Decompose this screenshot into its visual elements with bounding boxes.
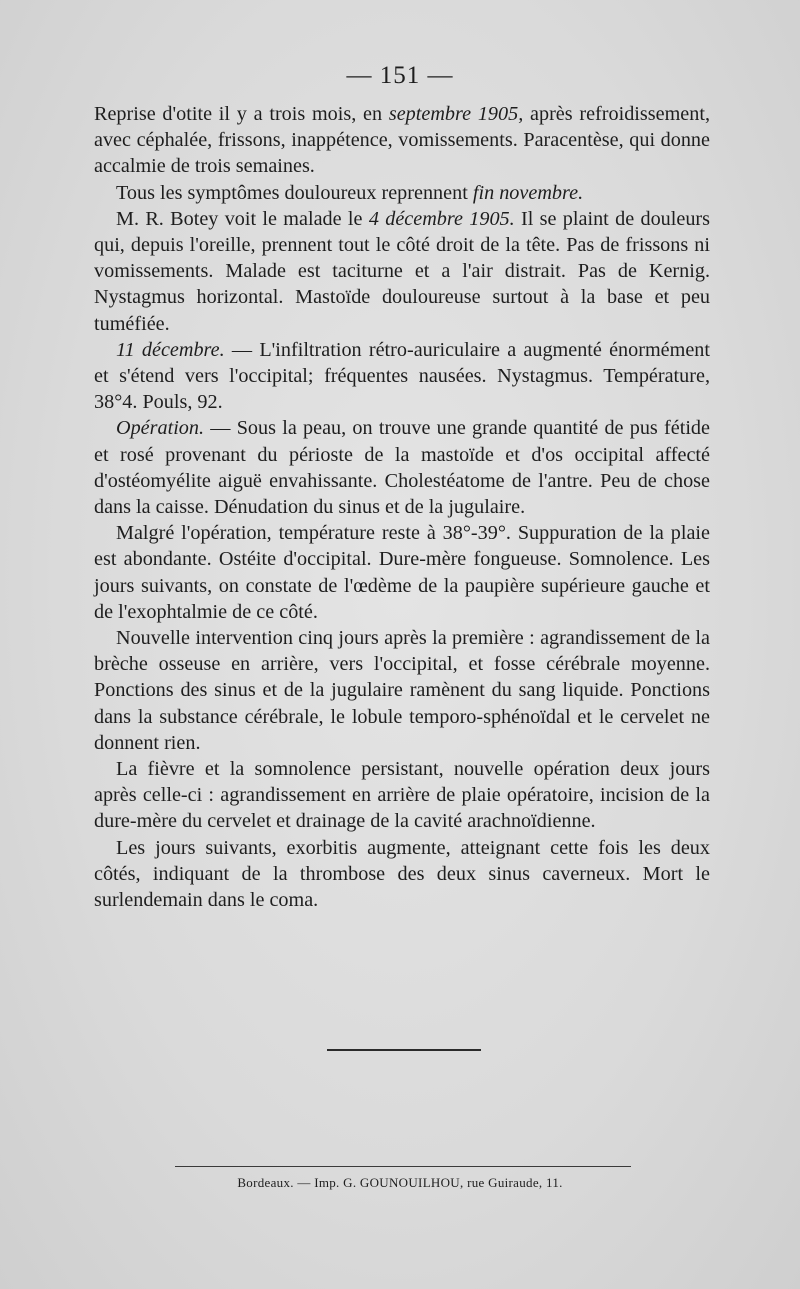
paragraph-4-text: — L'infiltration rétro-auriculaire a augmenté énormément et s'étend vers l'occipital; fréquentes nausées. Nystagmus. Température, 38°4. Pouls, 92. — [94, 338, 710, 414]
paragraph-5 — [94, 415, 710, 520]
paragraph-2-date: fin novembre. — [472, 181, 584, 204]
paragraph-9: Les jours suivants, exorbitis augmente, atteignant cette fois les deux côtés, indiquant de la thrombose des deux sinus caverneux. Mort le surlendemain dans le coma. — [94, 836, 710, 912]
paragraph-2-text: Tous les symptômes douloureux reprennent — [116, 181, 473, 204]
paragraph-8: La fièvre et la somnolence persistant, nouvelle opération deux jours après celle-ci : agrandissement en arrière de plaie opératoire, incision de la dure-mère du cervelet et drainage de la cavité arachnoïdienne. — [94, 758, 710, 833]
page-number: — 151 — — [346, 62, 454, 89]
footer-rule — [175, 1166, 631, 1167]
body-text — [94, 101, 710, 913]
section-end-rule — [327, 1049, 481, 1051]
paragraph-6: Malgré l'opération, température reste à 38°-39°. Suppuration de la plaie est abondante. Ostéite d'occipital. Dure-mère fongueuse. Somnolence. Les jours suivants, on constate de l'œdème de la paupière supérieure gauche et de l'exophtalmie de ce côté. — [94, 522, 710, 623]
paragraph-1-date: septembre 1905, — [388, 103, 524, 125]
paragraph-5-text: — Sous la peau, on trouve une grande quantité de pus fétide et rosé provenant du périoste de la mastoïde et d'os occipital affecté d'ostéomyélite aiguë envahissante. Cholestéatome de l'antre. Peu de chose dans la caisse. Dénudation du sinus et de la jugulaire. — [94, 417, 710, 519]
paragraph-1-text: Reprise d'otite il y a trois mois, en — [94, 103, 389, 125]
paragraph-7: Nouvelle intervention cinq jours après la première : agrandissement de la brèche osseuse en arrière, vers l'occipital, et fosse cérébrale moyenne. Ponctions des sinus et de la jugulaire ramènent du sang liquide. Ponctions dans la substance cérébrale, le lobule temporo-sphénoïdal et le cervelet ne donnent rien. — [94, 627, 710, 754]
paragraph-1 — [94, 101, 710, 180]
paragraph-5-heading: Opération. — [116, 417, 205, 440]
paragraph-3-text: M. R. Botey voit le malade le — [116, 207, 369, 230]
paragraph-4 — [94, 337, 710, 416]
printer-imprint: Bordeaux. — Imp. G. GOUNOUILHOU, rue Guiraude, 11. — [237, 1175, 563, 1190]
paragraph-3-date: 4 décembre 1905. — [368, 207, 515, 230]
paragraph-1-text-b: après refroidissement, avec céphalée, frissons, inappétence, vomissements. Paracentèse, qui donne accalmie de trois semaines. — [94, 103, 710, 178]
paragraph-4-date: 11 décembre. — [116, 338, 225, 361]
paragraph-3 — [94, 206, 710, 337]
paragraph-2 — [94, 180, 710, 206]
paragraph-3-text-b: Il se plaint de douleurs qui, depuis l'oreille, prennent tout le côté droit de la tête. Pas de frissons ni vomissements. Malade est taciturne et a l'air distrait. Pas de Kernig. Nystagmus horizontal. Mastoïde douloureuse surtout à la base et peu tuméfiée. — [94, 207, 710, 335]
